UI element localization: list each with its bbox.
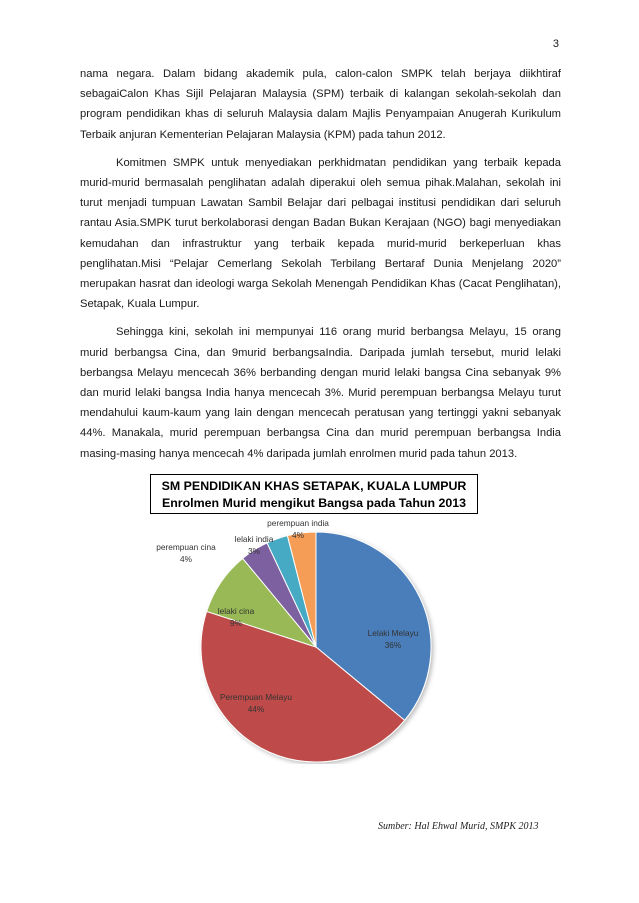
slice-label-perempuan-cina: perempuan cina	[156, 542, 216, 552]
body-text	[80, 64, 561, 472]
chart-title: SM PENDIDIKAN KHAS SETAPAK, KUALA LUMPUR	[161, 479, 467, 493]
pie-chart-canvas	[140, 474, 490, 764]
slice-value-lelaki-melayu: 36%	[384, 640, 402, 650]
slice-value-perempuan-india: 4%	[292, 530, 304, 540]
paragraph-3: Sehingga kini, sekolah ini mempunyai 116 orang murid berbangsa Melayu, 15 orang murid berbangsa Cina, dan 9murid berbangsaIndia. Daripada jumlah tersebut, murid lelaki berbangsa Melayu mencecah 36% berbanding dengan murid lelaki bangsa Cina sebanyak 9% dan murid lelaki bangsa India hanya mencecah 3%. Murid perempuan berbangsa Melayu turut mendahului kaum-kaum yang lain dengan mencecah peratusan yang tertinggi yakni sebanyak 44%. Manakala, murid perempuan berbangsa Cina dan murid perempuan berbangsa India masing-masing hanya mencecah 4% daripada jumlah enrolmen murid pada tahun 2013.	[80, 326, 561, 460]
enrolment-pie-chart	[140, 474, 490, 764]
slice-value-perempuan-melayu: 44%	[247, 704, 265, 714]
chart-subtitle: Enrolmen Murid mengikut Bangsa pada Tahun 2013	[161, 496, 467, 510]
slice-value-perempuan-cina: 4%	[180, 554, 192, 564]
slice-value-lelaki-india: 3%	[248, 546, 260, 556]
paragraph-2: Komitmen SMPK untuk menyediakan perkhidmatan pendidikan yang terbaik kepada murid-murid bermasalah penglihatan adalah diperakui oleh semua pihak.Malahan, sekolah ini turut menjadi tumpuan Lawatan Sambil Belajar dari pelbagai institusi pendidikan dari seluruh rantau Asia.SMPK turut berkolaborasi dengan Badan Bukan Kerajaan (NGO) bagi menyediakan kemudahan dan infrastruktur yang terbaik kepada murid-murid berkeperluan khas penglihatan.Misi “Pelajar Cemerlang Sekolah Terbilang Bertaraf Dunia Menjelang 2020” merupakan hasrat dan ideologi warga Sekolah Menengah Pendidikan Khas (Cacat Penglihatan), Setapak, Kuala Lumpur.	[80, 156, 561, 311]
slice-label-perempuan-melayu: Perempuan Melayu	[220, 692, 292, 702]
slice-label-lelaki-india: lelaki india	[234, 534, 274, 544]
source-note: Sumber: Hal Ehwal Murid, SMPK 2013	[378, 821, 539, 832]
slice-label-lelaki-cina: lelaki cina	[217, 606, 255, 616]
slice-value-lelaki-cina: 9%	[230, 618, 242, 628]
slice-label-lelaki-melayu: Lelaki Melayu	[367, 628, 419, 638]
page-number: 3	[552, 38, 559, 50]
paragraph-1: nama negara. Dalam bidang akademik pula, calon-calon SMPK telah berjaya diikhtiraf sebagaiCalon Khas Sijil Pelajaran Malaysia (SPM) terbaik di kalangan sekolah-sekolah dan program pendidikan khas di seluruh Malaysia dalam Majlis Penyampaian Anugerah Kurikulum Terbaik anjuran Kementerian Pelajaran Malaysia (KPM) pada tahun 2012.	[80, 68, 561, 141]
slice-label-perempuan-india: perempuan india	[267, 518, 329, 528]
chart-title-box	[150, 474, 478, 514]
